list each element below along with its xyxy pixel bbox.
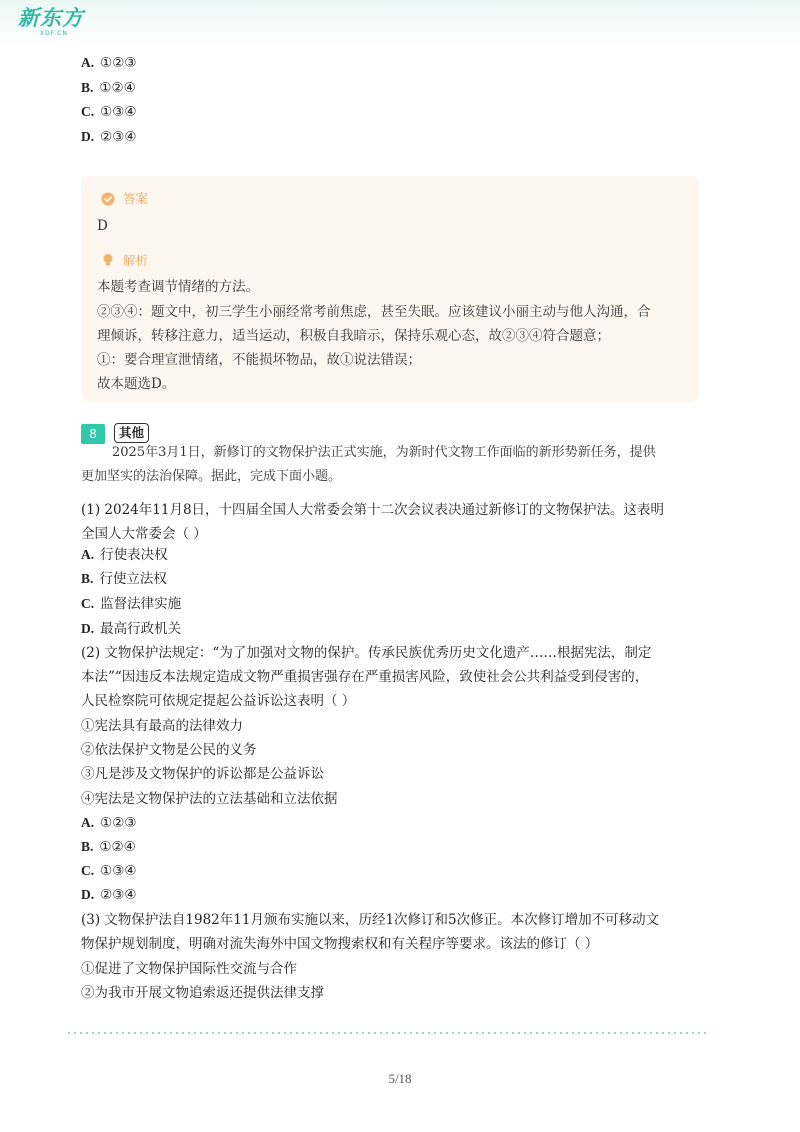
option-d: D. ②③④ xyxy=(81,887,137,903)
answer-label: 答案 xyxy=(123,191,149,206)
subquestion-3-stem: 物保护规划制度，明确对流失海外中国文物搜索权和有关程序等要求。该法的修订（ ） xyxy=(81,936,599,952)
statement: ③凡是涉及文物保护的诉讼都是公益诉讼 xyxy=(81,766,324,782)
header-band xyxy=(0,0,800,48)
statement: ①促进了文物保护国际性交流与合作 xyxy=(81,961,297,977)
question-number-badge: 8 xyxy=(81,424,105,444)
option-b: B. ①②④ xyxy=(81,839,136,855)
subquestion-2-stem: 本法”“因违反本法规定造成文物严重损害强存在严重损害风险，致使社会公共利益受到侵害的， xyxy=(81,669,649,685)
question-intro: 2025年3月1日，新修订的文物保护法正式实施，为新时代文物工作面临的新形势新任务，提供 xyxy=(112,445,656,460)
option-c: C. ①③④ xyxy=(81,104,137,120)
analysis-line: ②③④：题文中，初三学生小丽经常考前焦虑，甚至失眠。应该建议小丽主动与他人沟通，合 xyxy=(97,304,651,320)
footer-divider xyxy=(66,1032,710,1034)
subquestion-1-stem: (1) 2024年11月8日，十四届全国人大常委会第十二次会议表决通过新修订的文物保护法。这表明 xyxy=(81,502,665,518)
option-a: A. ①②③ xyxy=(81,815,137,831)
option-b: B. ①②④ xyxy=(81,80,136,96)
answer-value: D xyxy=(97,218,108,234)
logo-text: 新东方 xyxy=(18,6,84,30)
statement: ④宪法是文物保护法的立法基础和立法依据 xyxy=(81,791,338,807)
option-d: D. 最高行政机关 xyxy=(81,621,182,637)
check-badge-icon xyxy=(101,192,115,206)
statement: ②为我市开展文物追索返还提供法律支撑 xyxy=(81,985,324,1001)
statement: ②依法保护文物是公民的义务 xyxy=(81,742,257,758)
question-intro: 更加坚实的法治保障。据此，完成下面小题。 xyxy=(81,469,342,484)
lightbulb-icon xyxy=(101,253,115,267)
subquestion-1-stem: 全国人大常委会（ ） xyxy=(81,526,207,542)
analysis-line: 理倾诉，转移注意力，适当运动，积极自我暗示，保持乐观心态，故②③④符合题意； xyxy=(97,328,610,344)
subquestion-2-stem: 人民检察院可依规定提起公益诉讼这表明（ ） xyxy=(81,693,356,709)
option-a: A. 行使表决权 xyxy=(81,547,168,563)
analysis-label: 解析 xyxy=(123,253,149,268)
option-a: A. ①②③ xyxy=(81,55,137,71)
analysis-line: ①：要合理宣泄情绪，不能损坏物品，故①说法错误； xyxy=(97,352,421,368)
analysis-line: 本题考查调节情绪的方法。 xyxy=(97,279,259,295)
subquestion-2-stem: (2) 文物保护法规定：“为了加强对文物的保护。传承民族优秀历史文化遗产……根据宪法，制定 xyxy=(81,645,652,661)
answer-box xyxy=(81,176,699,402)
option-b: B. 行使立法权 xyxy=(81,571,167,587)
option-c: C. ①③④ xyxy=(81,863,137,879)
xdf-logo xyxy=(18,6,88,42)
logo-subtext: XDF.CN xyxy=(40,30,68,37)
page-number: 5/18 xyxy=(388,1071,412,1086)
option-d: D. ②③④ xyxy=(81,129,137,145)
subquestion-3-stem: (3) 文物保护法自1982年11月颁布实施以来，历经1次修订和5次修正。本次修订增加不可移动文 xyxy=(81,912,660,928)
analysis-line: 故本题选D。 xyxy=(97,376,176,392)
statement: ①宪法具有最高的法律效力 xyxy=(81,718,243,734)
question-type-tag: 其他 xyxy=(114,423,149,443)
option-c: C. 监督法律实施 xyxy=(81,596,182,612)
